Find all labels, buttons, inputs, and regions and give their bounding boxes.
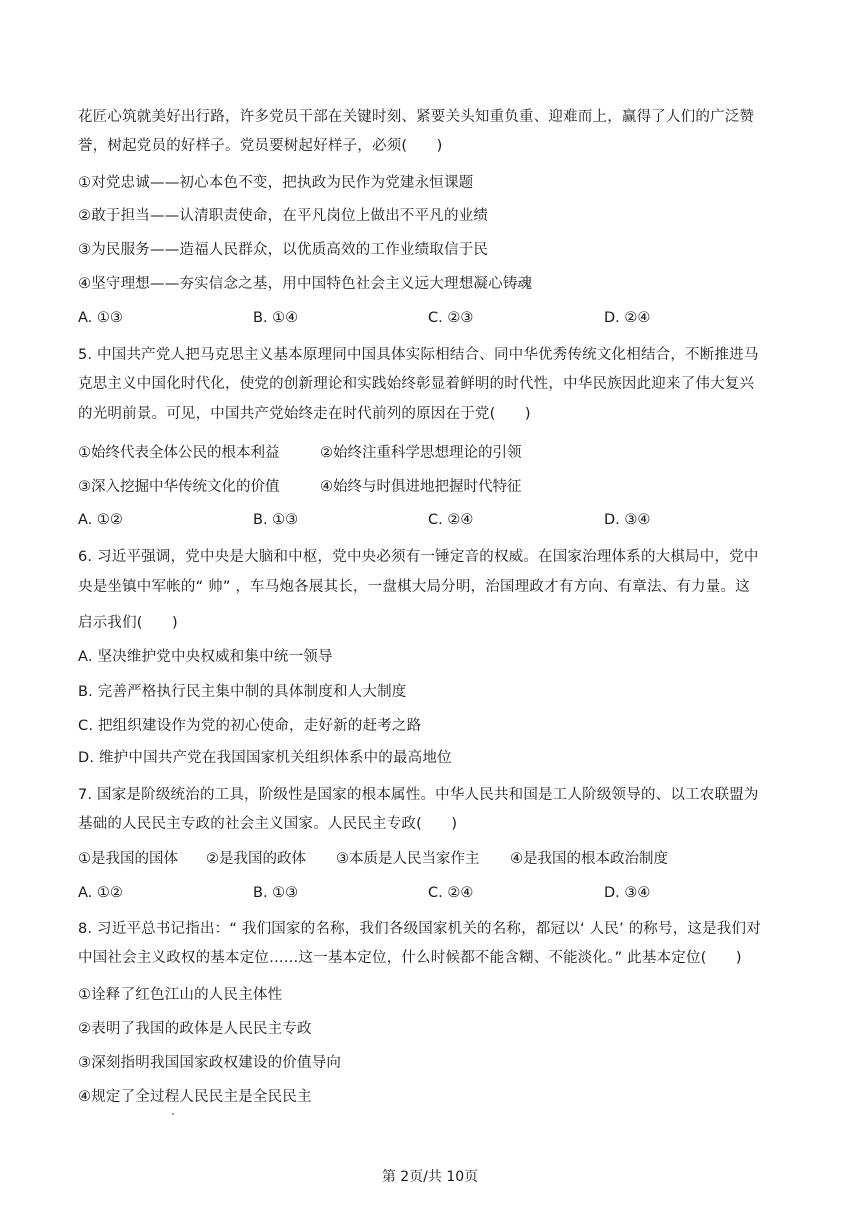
q5-statement-1: ①始终代表全体公民的根本利益	[78, 445, 280, 461]
page-number-footer: 第 2页/共 10页	[381, 1169, 479, 1185]
q5-statement-2: ②始终注重科学思想理论的引领	[320, 445, 522, 461]
q7-stem-line-2: 基础的人民民主专政的社会主义国家。人民民主专政( )	[78, 816, 458, 832]
q4-statement-2: ②敢于担当——认清职责使命，在平凡岗位上做出不平凡的业绩	[78, 208, 489, 224]
q4-option-d: D. ②④	[604, 310, 651, 326]
q6-stem-line-3: 启示我们( )	[78, 615, 178, 631]
q5-option-a: A. ①②	[78, 512, 123, 528]
q7-option-c: C. ②④	[428, 885, 474, 901]
q4-option-c: C. ②③	[428, 310, 474, 326]
q6-option-c: C. 把组织建设作为党的初心使命，走好新的赶考之路	[78, 718, 422, 734]
q7-option-d: D. ③④	[604, 885, 651, 901]
q4-option-a: A. ①③	[78, 310, 123, 326]
q7-statement-3: ③本质是人民当家作主	[336, 851, 480, 867]
stray-mark	[172, 1113, 174, 1115]
q6-option-d: D. 维护中国共产党在我国国家机关组织体系中的最高地位	[78, 750, 452, 766]
q6-stem-line-2: 央是坐镇中军帐的“ 帅” ，车马炮各展其长，一盘棋大局分明，治国理政才有方向、有章法、有力量。这	[78, 579, 750, 595]
q5-statement-3: ③深入挖掘中华传统文化的价值	[78, 479, 280, 495]
q7-statement-4: ④是我国的根本政治制度	[510, 851, 668, 867]
q5-stem-line-1: 5. 中国共产党人把马克思主义基本原理同中国具体实际相结合、同中华优秀传统文化相结合，不断推进马	[78, 347, 759, 363]
q4-statement-4: ④坚守理想——夯实信念之基，用中国特色社会主义远大理想凝心铸魂	[78, 276, 533, 292]
q5-statement-4: ④始终与时俱进地把握时代特征	[320, 479, 522, 495]
q5-stem-line-3: 的光明前景。可见，中国共产党始终走在时代前列的原因在于党( )	[78, 406, 531, 422]
q8-statement-1: ①诠释了红色江山的人民主体性	[78, 987, 283, 1003]
q7-stem-line-1: 7. 国家是阶级统治的工具，阶级性是国家的根本属性。中华人民共和国是工人阶级领导的、以工农联盟为	[78, 787, 759, 803]
q6-option-a: A. 坚决维护党中央权威和集中统一领导	[78, 649, 333, 665]
q7-statement-1: ①是我国的国体	[78, 851, 178, 867]
q8-stem-line-2: 中国社会主义政权的基本定位……这一基本定位，什么时候都不能含糊、不能淡化。” 此基本定位( )	[78, 950, 742, 966]
q5-stem-line-2: 克思主义中国化时代化，使党的创新理论和实践始终彰显着鲜明的时代性，中华民族因此迎来了伟大复兴	[78, 376, 755, 392]
q5-option-c: C. ②④	[428, 512, 474, 528]
q8-statement-2: ②表明了我国的政体是人民民主专政	[78, 1021, 312, 1037]
q5-option-d: D. ③④	[604, 512, 651, 528]
q7-statement-2: ②是我国的政体	[206, 851, 306, 867]
q7-option-b: B. ①③	[253, 885, 299, 901]
q8-stem-line-1: 8. 习近平总书记指出：“ 我们国家的名称，我们各级国家机关的名称，都冠以‘ 人民’ 的称号，这是我们对	[78, 921, 761, 937]
q7-option-a: A. ①②	[78, 885, 123, 901]
q4-stem-line-2: 誉，树起党员的好样子。党员要树起好样子，必须( )	[78, 138, 443, 154]
q5-option-b: B. ①③	[253, 512, 299, 528]
q6-stem-line-1: 6. 习近平强调，党中央是大脑和中枢，党中央必须有一锤定音的权威。在国家治理体系的大棋局中，党中	[78, 549, 759, 565]
q4-stem-line-1: 花匠心筑就美好出行路，许多党员干部在关键时刻、紧要关头知重负重、迎难而上，赢得了人们的广泛赞	[78, 109, 755, 125]
q6-option-b: B. 完善严格执行民主集中制的具体制度和人大制度	[78, 684, 407, 700]
q8-statement-4: ④规定了全过程人民民主是全民民主	[78, 1089, 312, 1105]
q4-statement-1: ①对党忠诚——初心本色不变，把执政为民作为党建永恒课题	[78, 175, 474, 191]
q4-statement-3: ③为民服务——造福人民群众，以优质高效的工作业绩取信于民	[78, 242, 489, 258]
q8-statement-3: ③深刻指明我国国家政权建设的价值导向	[78, 1055, 342, 1071]
q4-option-b: B. ①④	[253, 310, 299, 326]
